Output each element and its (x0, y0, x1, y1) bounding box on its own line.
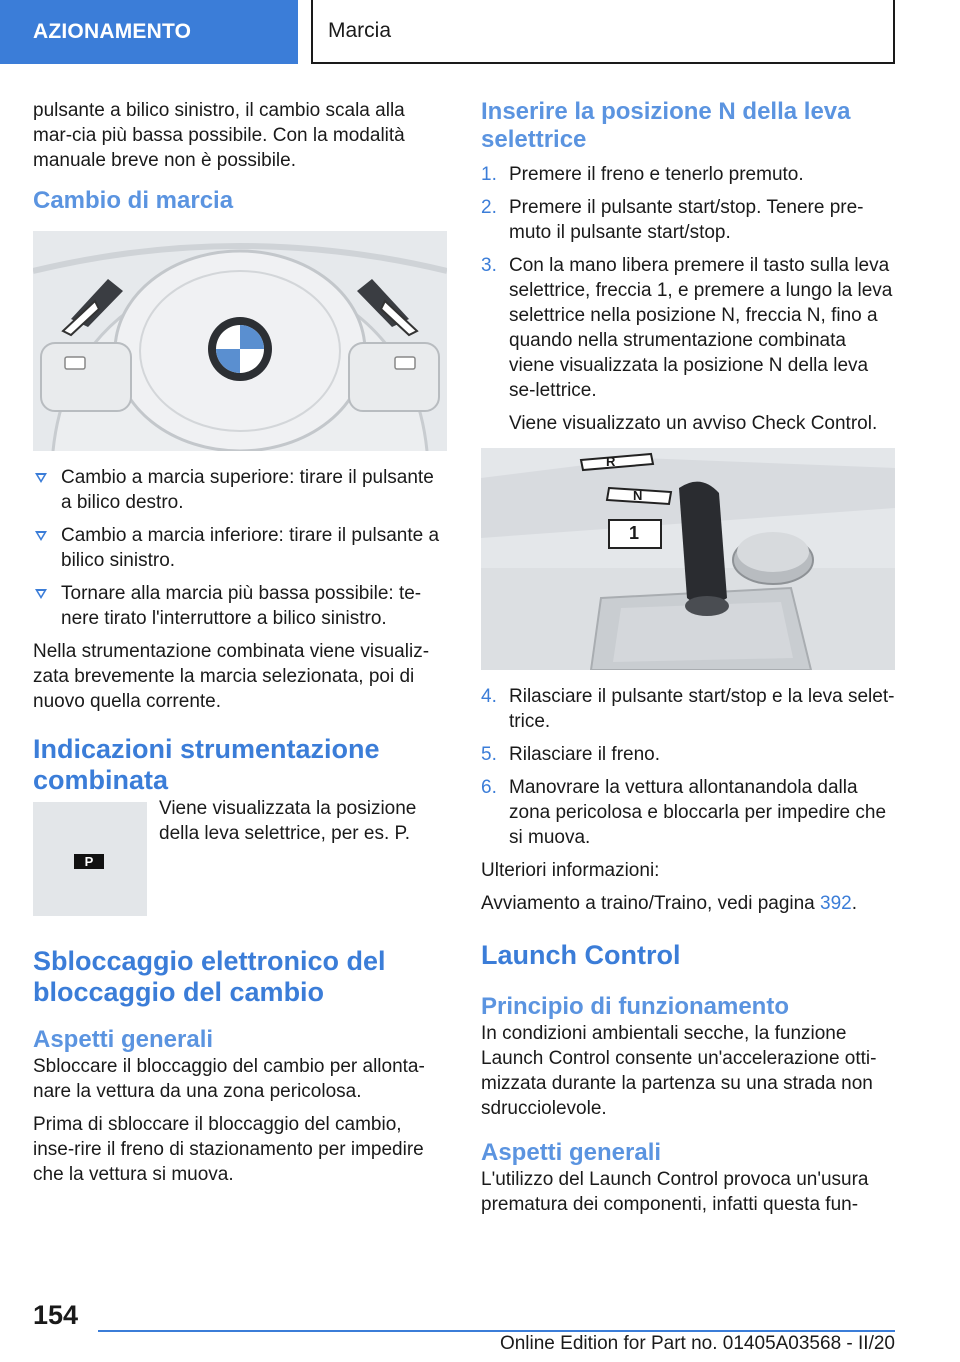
gear-change-bullets (33, 465, 447, 631)
heading-inserire-n: Inserire la posizione N della leva selettrice (481, 98, 851, 153)
heading-sbloccaggio: Sbloccaggio elettronico del bloccaggio del cambio (33, 946, 386, 1007)
avviamento-ref: Avviamento a traino/Traino, vedi pagina 392. (481, 893, 858, 914)
chapter-title: Marcia (328, 19, 392, 42)
list-item: 5. Rilasciare il freno. (481, 744, 660, 765)
steps-list-a (481, 162, 895, 403)
chapter-header (311, 0, 895, 64)
list-item: 3. Con la mano libera premere il tasto sulla leva selettrice, freccia 1, e premere a lungo la leva selettrice nella posizione N, freccia N, fino a quando nella strumentazione combinata viene visualizzata la posizione N della leva se-lettrice. (481, 255, 893, 401)
heading-indicazioni: Indicazioni strumentazione combinata (33, 734, 380, 795)
check-control-note: Viene visualizzato un avviso Check Control. (509, 413, 878, 434)
list-item: 4. Rilasciare il pulsante start/stop e la leva selet-trice. (481, 686, 895, 732)
list-item: Tornare alla marcia più bassa possibile: te-nere tirato l'interruttore a bilico sinistro. (33, 581, 447, 631)
ulteriori-label: Ulteriori informazioni: (481, 860, 660, 881)
bullet-triangle-icon (35, 589, 47, 599)
p-indicator-icon: P (74, 854, 104, 869)
intro-paragraph: pulsante a bilico sinistro, il cambio scala alla mar-cia più bassa possibile. Con la modalità manuale breve non è possibile. (33, 100, 405, 171)
list-item: Cambio a marcia inferiore: tirare il pulsante a bilico sinistro. (33, 523, 447, 573)
heading-launch-control: Launch Control (481, 940, 681, 970)
right-column (481, 98, 895, 1225)
left-column (33, 98, 447, 1195)
heading-aspetti-generali-2: Aspetti generali (481, 1139, 662, 1166)
bullet-triangle-icon (35, 473, 47, 483)
footer-edition: Online Edition for Part no. 01405A03568 - II/20 (499, 1333, 895, 1354)
aspetti-paragraph-2: Prima di sbloccare il bloccaggio del cambio, inse-rire il freno di stazionamento per impedire che la vettura si muova. (33, 1114, 424, 1185)
heading-cambio-di-marcia: Cambio di marcia (33, 187, 234, 214)
list-item: Cambio a marcia superiore: tirare il pulsante a bilico destro. (33, 465, 447, 515)
heading-principio: Principio di funzionamento (481, 993, 789, 1020)
after-bullets-paragraph: Nella strumentazione combinata viene visualiz-zata brevemente la marcia selezionata, poi di nuovo quella corrente. (33, 641, 430, 712)
section-tab: AZIONAMENTO (0, 0, 298, 64)
indicazioni-text: Viene visualizzata la posizione della leva selettrice, per es. P. (159, 798, 417, 844)
list-item: 2. Premere il pulsante start/stop. Tenere pre-muto il pulsante start/stop. (481, 197, 864, 243)
page-number: 154 (33, 1300, 79, 1330)
list-item: 6. Manovrare la vettura allontanandola dalla zona pericolosa e bloccarla per impedire che si muova. (481, 777, 887, 848)
steering-wheel-figure (33, 231, 447, 451)
heading-aspetti-generali: Aspetti generali (33, 1026, 214, 1053)
gear-selector-illustration (481, 448, 895, 670)
gear-selector-figure (481, 448, 895, 670)
steps-list-b (481, 684, 895, 850)
list-item: 1. Premere il freno e tenerlo premuto. (481, 164, 804, 185)
steering-wheel-illustration (33, 231, 447, 451)
aspetti2-text: L'utilizzo del Launch Control provoca un'usura prematura dei componenti, infatti questa fun- (481, 1169, 869, 1215)
fig-label-1: 1 (629, 523, 640, 543)
page-link-392[interactable]: 392 (820, 893, 852, 914)
bullet-triangle-icon (35, 531, 47, 541)
principio-text: In condizioni ambientali secche, la funzione Launch Control consente un'accelerazione otti-mizzata durante la partenza su una strada non sdrucciolevole. (481, 1023, 877, 1119)
fig-label-r: R (606, 454, 616, 469)
gear-display-figure (33, 802, 147, 916)
fig-label-n: N (633, 488, 643, 503)
indicazioni-block (33, 796, 447, 946)
aspetti-paragraph-1: Sbloccare il bloccaggio del cambio per allonta-nare la vettura da una zona pericolosa. (33, 1056, 425, 1102)
